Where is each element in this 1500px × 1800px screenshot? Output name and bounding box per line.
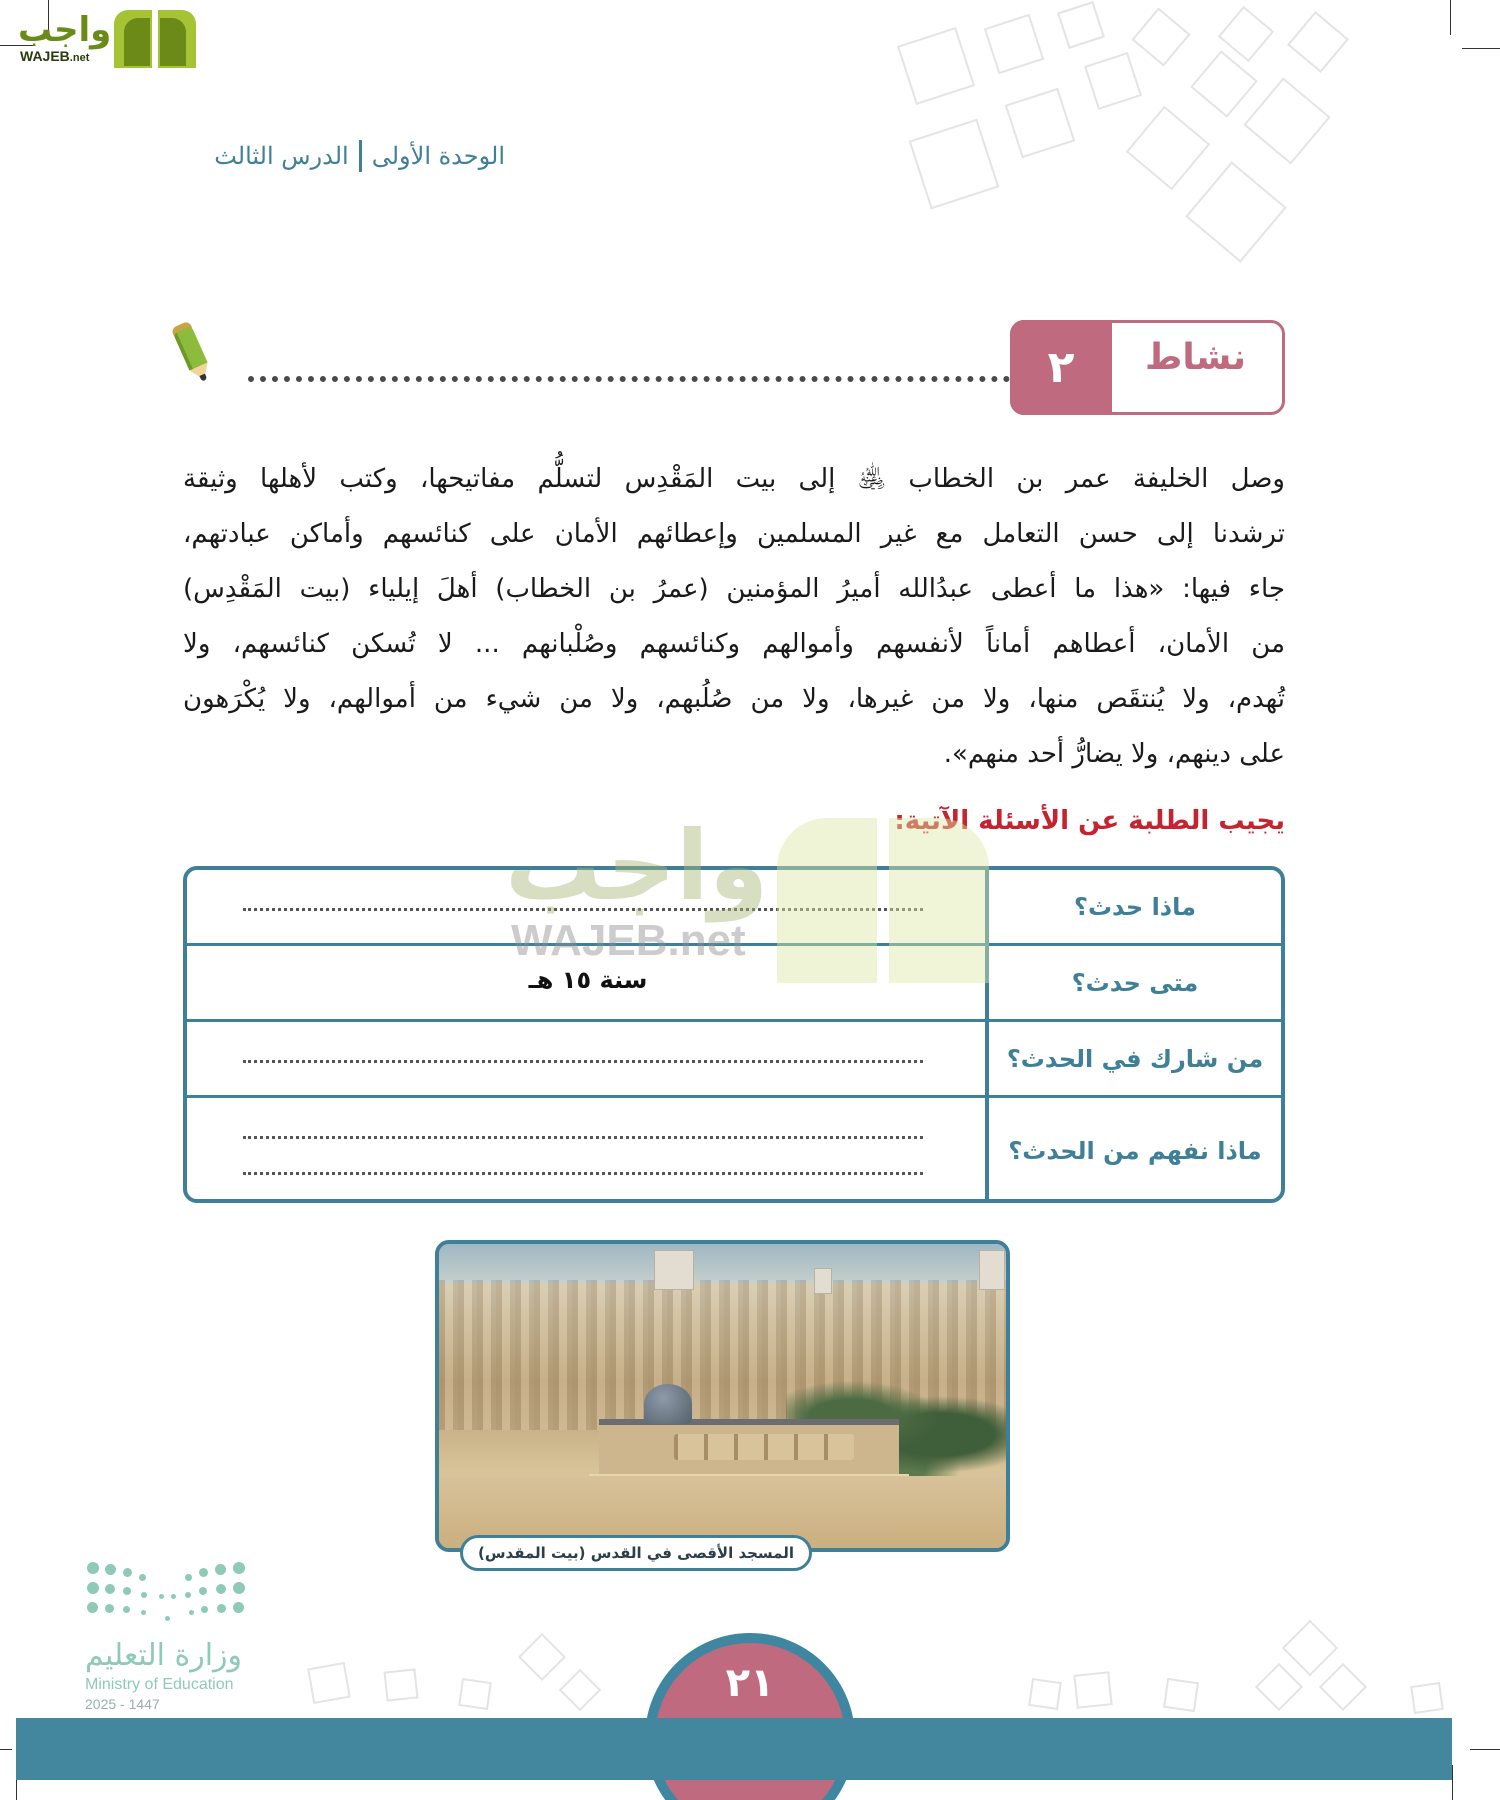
decorative-square — [384, 1668, 419, 1701]
paragraph-line: جاء فيها: «هذا ما أعطى عبدُالله أميرُ المؤمنين (عمرُ بن الخطاب) أهلَ إيلياء (بيت المَقْدِس) — [183, 574, 1285, 604]
decorative-square — [984, 14, 1044, 74]
answer-line[interactable] — [243, 1136, 923, 1139]
paragraph-line: على دينهم، ولا يضارُّ أحد منهم». — [943, 739, 1285, 769]
decorative-diamond — [1185, 161, 1286, 262]
table-row — [187, 946, 1281, 1022]
wajeb-logo-arabic: واجب — [18, 10, 112, 50]
ministry-year: 2025 - 1447 — [85, 1696, 160, 1712]
table-row — [187, 1022, 1281, 1098]
footer-band — [16, 1718, 1452, 1780]
questions-table — [183, 866, 1285, 1203]
decorative-square — [1073, 1671, 1112, 1709]
table-row — [187, 1098, 1281, 1203]
activity-number: ٢ — [1010, 320, 1112, 415]
decorative-square — [1410, 1682, 1444, 1714]
table-row — [187, 870, 1281, 946]
answer-cell[interactable] — [187, 870, 989, 943]
decorative-diamond — [1131, 7, 1190, 66]
decorative-diamond — [518, 1633, 566, 1681]
decorative-diamond — [1255, 1663, 1303, 1711]
decorative-diamond — [559, 1669, 601, 1711]
answer-cell[interactable] — [187, 1022, 989, 1095]
wajeb-logo-latin — [20, 48, 89, 64]
questions-heading: يجيب الطلبة عن الأسئلة الآتية: — [894, 806, 1285, 836]
breadcrumb-unit: الوحدة الأولى — [371, 142, 505, 170]
decorative-diamond — [1287, 11, 1349, 73]
decorative-diamond — [1282, 1620, 1339, 1677]
paragraph-line: وصل الخليفة عمر بن الخطاب ﵁ إلى بيت المَقْدِس لتسلُّم مفاتيحها، وكتب لأهلها وثيقة — [183, 464, 1285, 494]
al-aqsa-photo — [435, 1240, 1010, 1552]
decorative-square — [1163, 1678, 1199, 1712]
book-icon — [114, 10, 196, 68]
decorative-diamond — [1243, 77, 1330, 164]
wajeb-logo-latin-text: WAJEB — [20, 48, 70, 64]
answer-line[interactable] — [243, 908, 923, 911]
paragraph-line: من الأمان، أعطاهم أماناً لأنفسهم وأموالهم وكنائسهم وصُلْبانهم ... لا تُسكن كنائسهم، ولا — [183, 629, 1285, 659]
decorative-square — [897, 27, 975, 105]
breadcrumb-lesson: الدرس الثالث — [214, 142, 349, 170]
watermark-arabic: واجب — [505, 810, 769, 922]
decorative-square — [909, 119, 1000, 210]
ministry-dots-icon — [85, 1560, 265, 1630]
paragraph-line: ترشدنا إلى حسن التعامل مع غير المسلمين وإعطائهم الأمان على كنائسهم وأماكن عبادتهم، — [183, 519, 1285, 549]
answer-cell[interactable] — [187, 946, 989, 1019]
breadcrumb-separator — [359, 140, 362, 172]
activity-label: نشاط — [1144, 337, 1246, 378]
decorative-diamond — [1126, 106, 1211, 191]
watermark-suffix: .net — [667, 916, 746, 965]
answer-text: سنة ١٥ هـ — [528, 966, 648, 994]
ministry-name-english: Ministry of Education — [85, 1676, 234, 1693]
question-cell: ماذا حدث؟ — [985, 870, 1281, 943]
watermark-latin-text: WAJEB — [511, 916, 668, 965]
decorative-square — [1028, 1678, 1062, 1710]
wajeb-logo — [8, 6, 188, 68]
crop-mark — [1450, 0, 1451, 35]
photo-caption: المسجد الأقصى في القدس (بيت المقدس) — [460, 1535, 812, 1571]
page-number: ٢١ — [725, 1660, 775, 1706]
paragraph-line: تُهدم، ولا يُنتقَص منها، ولا من غيرها، ولا من صُلُبهم، ولا من شيء من أموالهم، ولا يُكْرَهون — [183, 684, 1285, 714]
answer-cell[interactable] — [187, 1098, 989, 1203]
decorative-square — [1005, 88, 1076, 159]
decorative-square — [1084, 52, 1142, 110]
ministry-logo — [85, 1560, 275, 1720]
decorative-diamond — [1319, 1663, 1367, 1711]
crop-mark — [1462, 48, 1500, 49]
crop-mark — [0, 1749, 12, 1750]
wajeb-logo-suffix: .net — [69, 52, 90, 64]
decorative-square — [1057, 1, 1105, 49]
activity-badge — [1010, 320, 1285, 415]
ministry-name-arabic: وزارة التعليم — [85, 1638, 243, 1673]
dotted-divider — [248, 376, 1010, 382]
breadcrumb — [214, 140, 505, 172]
answer-line[interactable] — [243, 1060, 923, 1063]
pencil-icon — [171, 321, 214, 384]
activity-paragraph — [183, 452, 1285, 782]
answer-line[interactable] — [243, 1172, 923, 1175]
question-cell: متى حدث؟ — [985, 946, 1281, 1019]
decorative-square — [458, 1678, 492, 1710]
question-cell: ماذا نفهم من الحدث؟ — [985, 1098, 1281, 1203]
crop-mark — [1452, 1765, 1453, 1800]
question-cell: من شارك في الحدث؟ — [985, 1022, 1281, 1095]
decorative-square — [307, 1662, 351, 1704]
crop-mark — [1470, 1749, 1500, 1750]
